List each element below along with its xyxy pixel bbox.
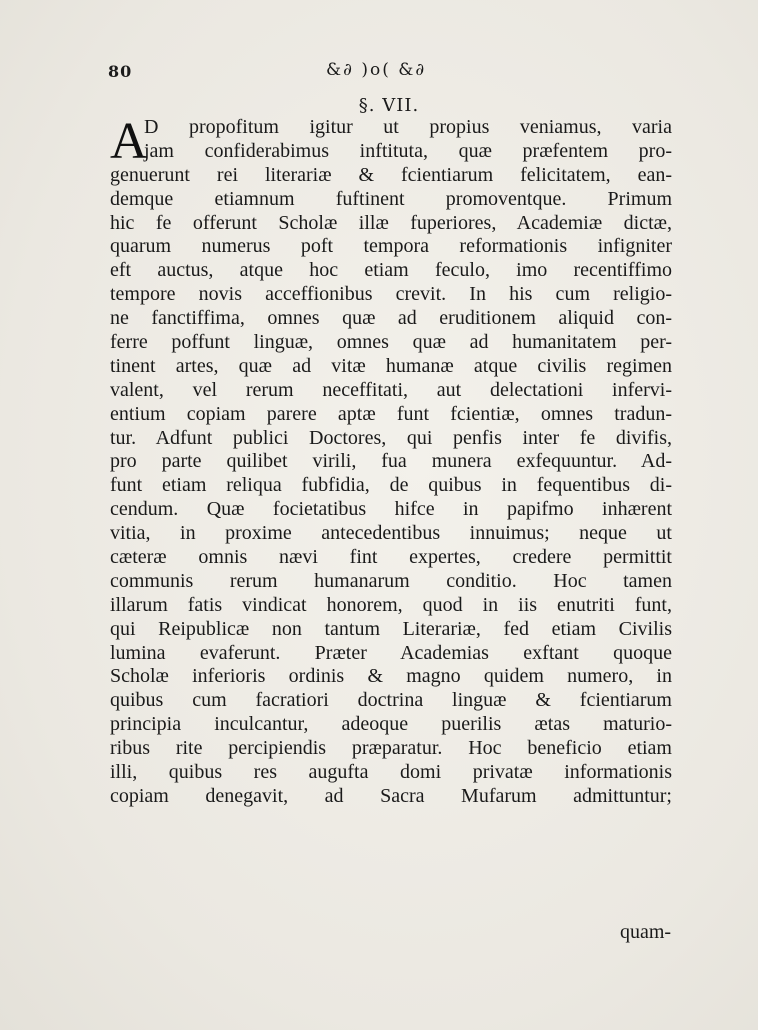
text-line: funt etiam reliqua fubfidia, de quibus in fequentibus di- [110,474,672,497]
text-line: tempore novis acceffionibus crevit. In his cum religio- [110,283,672,306]
page-number: 80 [108,62,133,81]
text-line: illi, quibus res augufta domi privatæ informationis [110,761,672,784]
text-line: jam confiderabimus inftituta, quæ præfentem pro- [144,139,672,162]
text-line: tur. Adfunt publici Doctores, qui penfis inter fe divifis, [110,426,672,449]
text-line: Scholæ inferioris ordinis & magno quidem numero, in [110,665,672,688]
text-line: hic fe offerunt Scholæ illæ fuperiores, Academiæ dictæ, [110,211,672,234]
text-line: cæteræ omnis nævi fint expertes, credere permittit [110,546,672,569]
text-line: eft auctus, atque hoc etiam feculo, imo recentiffimo [110,259,672,282]
text-line: cendum. Quæ focietatibus hifce in papifmo inhærent [110,498,672,521]
text-line: valent, vel rerum neceffitati, aut delectationi infervi- [110,378,672,401]
text-line: copiam denegavit, ad Sacra Mufarum admittuntur; [110,784,672,807]
section-heading: §. VII. [358,95,420,116]
text-line: lumina evaferunt. Præter Academias exftant quoque [110,641,672,664]
text-line: ribus rite percipiendis præparatur. Hoc beneficio etiam [110,737,672,760]
body-text [110,113,672,809]
catchword: quam- [620,921,672,943]
text-line: entium copiam parere aptæ funt fcientiæ, omnes tradun- [110,402,672,425]
text-line: principia inculcantur, adeoque puerilis ætas maturio- [110,713,672,736]
text-line: communis rerum humanarum conditio. Hoc tamen [110,569,672,592]
text-line: ne fanctiffima, omnes quæ ad eruditionem aliquid con- [110,307,672,330]
text-line: ferre poffunt linguæ, omnes quæ ad humanitatem per- [110,331,672,354]
text-line: quibus cum facratiori doctrina linguæ & fcientiarum [110,689,672,712]
text-line: demque etiamnum fuftinent promoventque. Primum [110,187,672,210]
text-line: qui Reipublicæ non tantum Literariæ, fed etiam Civilis [110,617,672,640]
text-line: D propofitum igitur ut propius veniamus, varia [144,116,672,138]
text-line: tinent artes, quæ ad vitæ humanæ atque civilis regimen [110,354,672,377]
drop-cap: A [110,113,148,170]
text-line: quarum numerus poft tempora reformationis infigniter [110,235,672,258]
header-ornament: &∂ )o( &∂ [326,60,427,80]
running-head [108,62,668,92]
text-line: vitia, in proxime antecedentibus innuimus; neque ut [110,522,672,545]
text-line: genuerunt rei literariæ & fcientiarum felicitatem, ean- [110,163,672,186]
text-line: illarum fatis vindicat honorem, quod in iis enutriti funt, [110,593,672,616]
text-line: pro parte quilibet virili, fua munera exfequuntur. Ad- [110,450,672,473]
